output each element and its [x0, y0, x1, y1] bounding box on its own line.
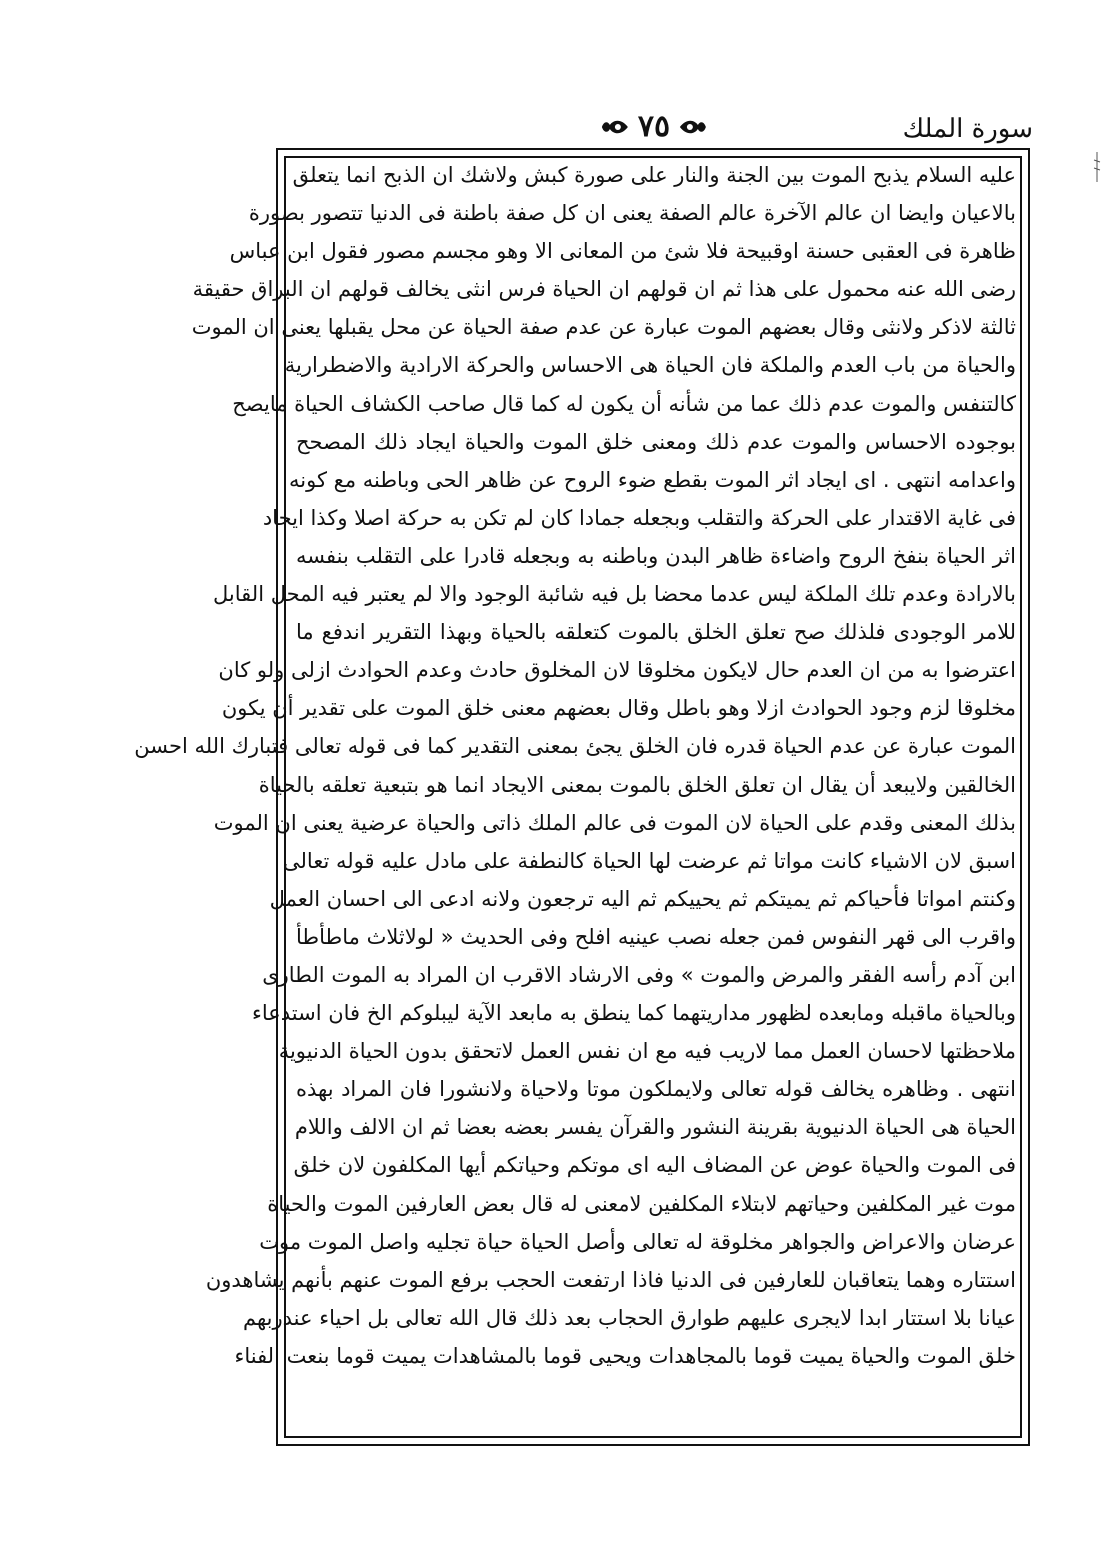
- text-line: واعدامه انتهى . اى ايجاد اثر الموت بقطع ضوء الروح عن ظاهر الحى وباطنه مع كونه: [289, 467, 1016, 492]
- text-line: عيانا بلا استتار ابدا لايجرى عليهم طوارق الحجاب بعد ذلك قال الله تعالى بل احياء عندربهم: [243, 1305, 1016, 1330]
- text-line: فى الموت والحياة عوض عن المضاف اليه اى موتكم وحياتكم أيها المكلفون لان خلق: [293, 1153, 1016, 1178]
- page-number: ٧٥: [637, 109, 671, 144]
- text-line: الحياة هى الحياة الدنيوية بقرينة النشور والقرآن يفسر بعضه بعضا ثم ان الالف واللام: [294, 1115, 1016, 1140]
- text-line: ابن آدم رأسه الفقر والمرض والموت » وفى الارشاد الاقرب ان المراد به الموت الطارى: [262, 962, 1016, 987]
- surah-name: سورة الملك: [902, 114, 1033, 144]
- text-line: والحياة من باب العدم والملكة فان الحياة هى الاحساس والحركة الارادية والاضطرارية: [284, 353, 1016, 378]
- body-text: [134, 156, 1016, 1413]
- text-line: موت غير المكلفين وحياتهم لابتلاء المكلفين لامعنى له قال بعض العارفين الموت والحياة: [267, 1191, 1016, 1216]
- text-line: اعترضوا به من ان العدم حال لايكون مخلوقا لان المخلوق حادث وعدم الحوادث ازلى ولو كان: [218, 658, 1016, 683]
- text-line: عرضان والاعراض والجواهر مخلوقة له تعالى وأصل الحياة حياة تجليه واصل الموت موت: [259, 1229, 1016, 1254]
- ornament-right-icon: [678, 117, 708, 137]
- text-line: بوجوده الاحساس والموت عدم ذلك ومعنى خلق الموت والحياة ايجاد ذلك المصحح: [296, 429, 1016, 454]
- ornament-left-icon: [600, 117, 630, 137]
- text-line: بالارادة وعدم تلك الملكة ليس عدما محضا بل فيه شائبة الوجود والا لم يعتبر فيه المحل القابل: [213, 582, 1016, 607]
- text-line: بذلك المعنى وقدم على الحياة لان الموت فى عالم الملك ذاتى والحياة عرضية يعنى ان الموت: [213, 810, 1016, 835]
- margin-annotation-mark: [1092, 152, 1102, 182]
- page-number-group: [600, 110, 708, 144]
- text-line: رضى الله عنه محمول على هذا ثم ان قولهم ان الحياة فرس انثى يخالف قولهم ان البراق حقيقة: [192, 277, 1016, 302]
- text-line: استتاره وهما يتعاقبان للعارفين فى الدنيا فاذا ارتفعت الحجب برفع الموت عنهم بأنهم يشاهدون: [205, 1267, 1016, 1292]
- page-header: [275, 108, 1033, 148]
- text-line: مخلوقا لزم وجود الحوادث ازلا وهو باطل وقال بعضهم معنى خلق الموت على تقدير أن يكون: [221, 696, 1016, 721]
- text-line: [296, 1375, 1016, 1413]
- text-line: اثر الحياة بنفخ الروح واضاءة ظاهر البدن وباطنه به وبجعله قادرا على التقلب بنفسه: [296, 543, 1016, 568]
- text-line: واقرب الى قهر النفوس فمن جعله نصب عينيه افلح وفى الحديث « لولاثلاث ماطأطأ: [296, 924, 1016, 949]
- text-line: انتهى . وظاهره يخالف قوله تعالى ولايملكون موتا ولاحياة ولانشورا فان المراد بهذه: [296, 1077, 1016, 1102]
- text-line: الموت عبارة عن عدم الحياة قدره فان الخلق يجئ بمعنى التقدير كما فى قوله تعالى فتبارك الله احسن: [134, 734, 1016, 759]
- text-line: اسبق لان الاشياء كانت مواتا ثم عرضت لها الحياة كالنطفة على مادل عليه قوله تعالى: [283, 848, 1016, 873]
- text-line: بالاعيان وايضا ان عالم الآخرة عالم الصفة يعنى ان كل صفة باطنة فى الدنيا تتصور بصورة: [248, 201, 1016, 226]
- text-line: كالتنفس والموت عدم ذلك عما من شأنه أن يكون له كما قال صاحب الكشاف الحياة مايصح: [232, 391, 1016, 416]
- text-line: وبالحياة ماقبله ومابعده لظهور مداريتهما كما ينطق به مابعد الآية ليبلوكم الخ فان استدعاء: [251, 1001, 1016, 1026]
- text-line: وكنتم امواتا فأحياكم ثم يميتكم ثم يحييكم ثم اليه ترجعون ولانه ادعى الى احسان العمل: [269, 886, 1016, 911]
- text-line: ثالثة لاذكر ولانثى وقال بعضهم الموت عبارة عن عدم صفة الحياة عن محل يقبلها يعنى ان الموت: [191, 315, 1016, 340]
- text-line: عليه السلام يذبح الموت بين الجنة والنار على صورة كبش ولاشك ان الذبح انما يتعلق: [292, 163, 1016, 187]
- text-line: ملاحظتها لاحسان العمل مما لاريب فيه مع ان نفس العمل لاتحقق بدون الحياة الدنيوية: [278, 1039, 1016, 1064]
- text-line: فى غاية الاقتدار على الحركة والتقلب وبجعله جمادا كان لم تكن به حركة اصلا وكذا ايجاد: [262, 505, 1016, 530]
- text-line: الخالقين ولايبعد أن يقال ان تعلق الخلق بالموت بمعنى الايجاد انما هو بتبعية تعلقه بالحياة: [258, 772, 1016, 797]
- text-line: خلق الموت والحياة يميت قوما بالمجاهدات ويحيى قوما بالمشاهدات يميت قوما بنعت الفناء: [234, 1343, 1016, 1368]
- text-line: ظاهرة فى العقبى حسنة اوقبيحة فلا شئ من المعانى الا وهو مجسم مصور فقول ابن عباس: [229, 239, 1016, 264]
- text-line: للامر الوجودى فلذلك صح تعلق الخلق بالموت كتعلقه بالحياة وبهذا التقرير اندفع ما: [296, 620, 1016, 645]
